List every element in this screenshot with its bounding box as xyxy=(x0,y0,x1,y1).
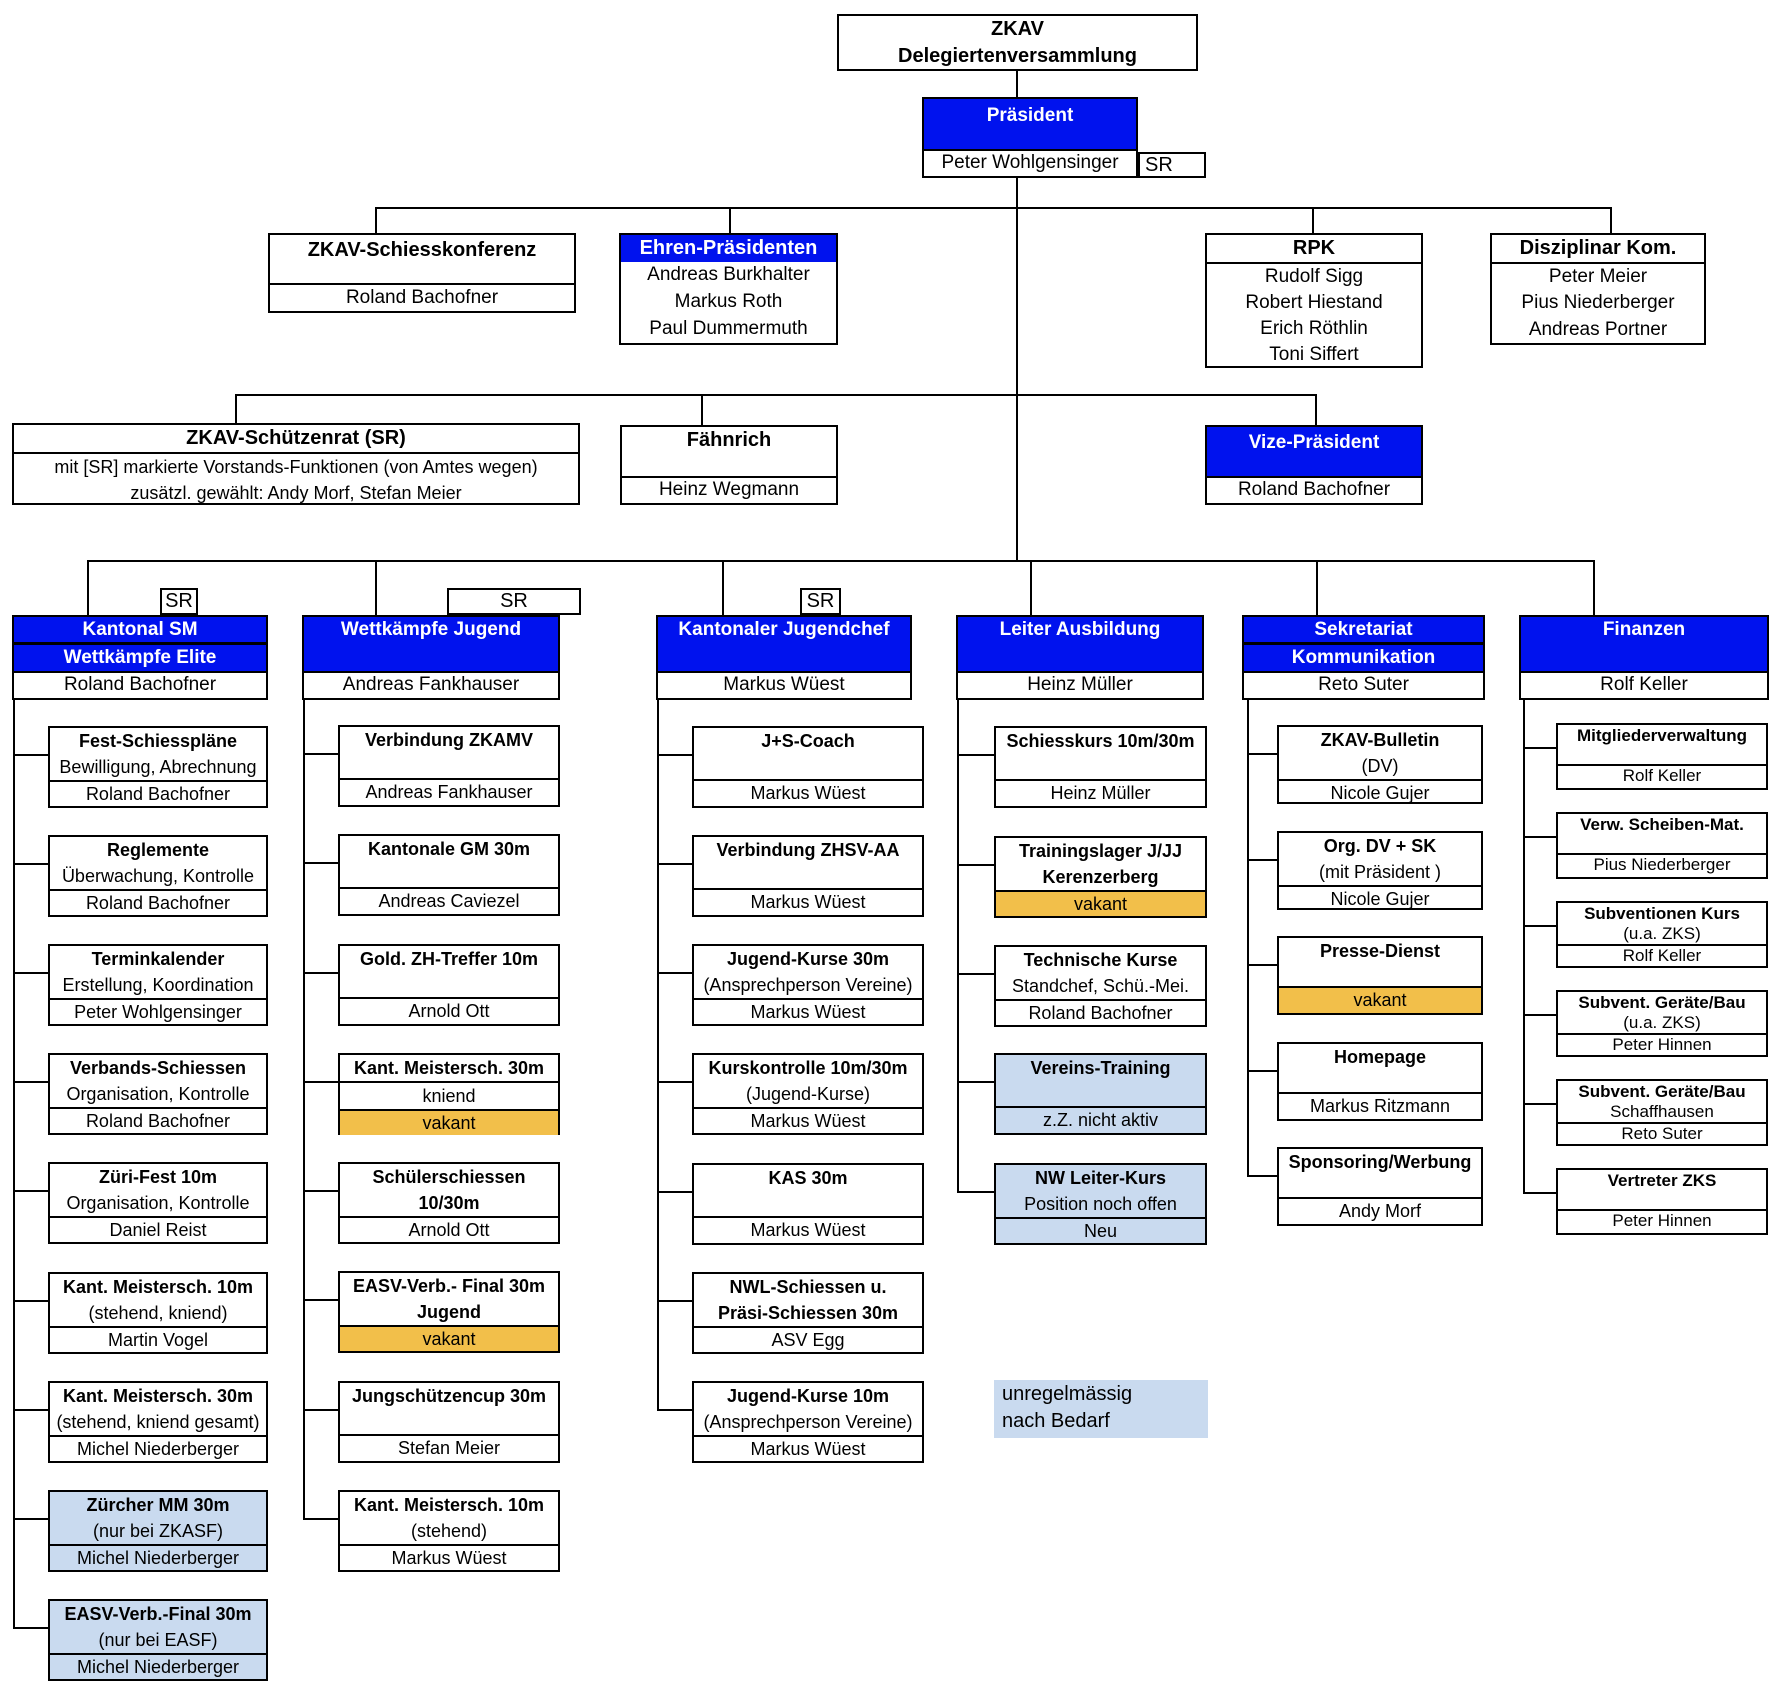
ehren-member: Markus Roth xyxy=(674,291,783,312)
org-box xyxy=(994,836,1207,918)
box-title: Subvent. Geräte/Bau xyxy=(1578,993,1746,1012)
box-title: Jugend-Kurse 30m xyxy=(726,949,890,969)
box-subtitle: (stehend) xyxy=(410,1521,488,1541)
rpk-member: Erich Röthlin xyxy=(1260,318,1368,339)
spacer xyxy=(1279,1070,1481,1092)
connector-line xyxy=(303,1299,338,1301)
box-title-2: Kerenzerberg xyxy=(1042,867,1159,887)
box-leader: Neu xyxy=(996,1217,1205,1243)
spacer xyxy=(694,754,922,779)
column-header-blue xyxy=(658,617,910,671)
connector-line xyxy=(303,862,338,864)
disziplinar-member: Peter Meier xyxy=(1548,266,1648,287)
spacer xyxy=(340,1409,558,1434)
connector-line xyxy=(303,1190,338,1192)
org-box xyxy=(48,1272,268,1354)
box-leader: Markus Wüest xyxy=(694,1216,922,1243)
box-title: Reglemente xyxy=(106,840,210,860)
box-subtitle: (mit Präsident ) xyxy=(1318,862,1442,882)
org-box xyxy=(338,1490,560,1572)
box-subtitle: Organisation, Kontrolle xyxy=(66,1193,250,1213)
connector-line xyxy=(1247,753,1277,755)
column-header xyxy=(12,615,268,700)
box-title: Homepage xyxy=(1333,1047,1427,1067)
connector-line xyxy=(303,1409,338,1411)
box-title: Kant. Meistersch. 10m xyxy=(353,1495,545,1515)
note-line-2: nach Bedarf xyxy=(1002,1410,1110,1432)
org-box xyxy=(338,834,560,916)
connector-line xyxy=(1523,925,1556,927)
column-title: Kantonaler Jugendchef xyxy=(678,619,890,640)
connector-line xyxy=(1247,700,1249,1177)
connector-line xyxy=(13,972,48,974)
praesident-title-area xyxy=(924,99,1136,149)
box-title: Vertreter ZKS xyxy=(1607,1171,1717,1190)
praesident-name: Peter Wohlgensinger xyxy=(924,149,1136,176)
org-box xyxy=(338,725,560,807)
box-leader: Rolf Keller xyxy=(1558,764,1766,788)
box-leader: Andreas Caviezel xyxy=(340,887,558,914)
org-box xyxy=(692,835,924,917)
connector-line xyxy=(1247,964,1277,966)
connector-line xyxy=(1247,1175,1277,1177)
box-leader: vakant xyxy=(340,1109,558,1135)
box-leader: Daniel Reist xyxy=(50,1216,266,1242)
column-header xyxy=(1242,615,1485,700)
box-subtitle: (Jugend-Kurse) xyxy=(745,1084,871,1104)
connector-line xyxy=(13,1081,48,1083)
vize-title-area xyxy=(1207,427,1421,476)
spacer xyxy=(622,454,836,476)
box-leader: vakant xyxy=(1279,986,1481,1013)
box-title: Züri-Fest 10m xyxy=(98,1167,218,1187)
rpk-member: Rudolf Sigg xyxy=(1264,266,1364,287)
box-leader: Andy Morf xyxy=(1279,1197,1481,1224)
connector-line xyxy=(87,562,89,615)
sr-badge: SR xyxy=(160,588,198,615)
connector-line xyxy=(657,1300,692,1302)
box-leader: Andreas Fankhauser xyxy=(340,778,558,805)
box-leader: Rolf Keller xyxy=(1558,944,1766,966)
box-title: Kant. Meistersch. 30m xyxy=(340,1055,558,1083)
column-header-blue xyxy=(958,617,1202,671)
connector-line xyxy=(1315,396,1317,425)
connector-line xyxy=(657,1409,692,1411)
connector-line xyxy=(1523,1103,1556,1105)
connector-line xyxy=(303,1081,338,1083)
connector-line xyxy=(722,562,724,615)
connector-line xyxy=(1523,1014,1556,1016)
column-header-blue xyxy=(304,617,558,671)
box-subtitle: (nur bei EASF) xyxy=(98,1630,218,1650)
box-subtitle: Schaffhausen xyxy=(1610,1102,1714,1121)
column-header-blue xyxy=(1521,617,1767,671)
org-box xyxy=(1556,1168,1768,1235)
box-title: Zürcher MM 30m xyxy=(86,1495,230,1515)
column-title: Leiter Ausbildung xyxy=(999,619,1161,640)
connector-line xyxy=(701,396,703,425)
box-leader: Markus Wüest xyxy=(694,1435,922,1461)
box-title: KAS 30m xyxy=(768,1168,848,1188)
box-leader: Markus Wüest xyxy=(694,779,922,806)
box-title-2: Jugend xyxy=(416,1302,481,1322)
vize-title: Vize-Präsident xyxy=(1248,432,1380,453)
org-box xyxy=(1277,936,1483,1015)
disziplinar-box xyxy=(1490,233,1706,345)
box-leader: z.Z. nicht aktiv xyxy=(996,1106,1205,1133)
box-title: Trainingslager J/JJ xyxy=(1018,841,1183,861)
org-box xyxy=(48,944,268,1026)
box-title: EASV-Verb.- Final 30m xyxy=(352,1276,546,1296)
connector-line xyxy=(657,754,692,756)
connector-line xyxy=(13,1518,48,1520)
column-leader: Roland Bachofner xyxy=(14,671,266,698)
connector-line xyxy=(1016,178,1018,562)
column-title: Finanzen xyxy=(1602,619,1686,640)
spacer xyxy=(340,753,558,778)
ehren-praesidenten-title: Ehren-Präsidenten xyxy=(621,235,836,262)
box-subtitle: (u.a. ZKS) xyxy=(1623,1013,1701,1032)
box-title: Terminkalender xyxy=(91,949,225,969)
praesident-sr-badge: SR xyxy=(1138,152,1206,178)
box-title: Gold. ZH-Treffer 10m xyxy=(359,949,539,969)
box-title-2: 10/30m xyxy=(418,1193,480,1213)
disziplinar-title: Disziplinar Kom. xyxy=(1492,235,1704,264)
org-box xyxy=(48,1599,268,1681)
box-leader: Markus Ritzmann xyxy=(1279,1092,1481,1119)
box-leader: Roland Bachofner xyxy=(50,1107,266,1133)
faehnrich-name: Heinz Wegmann xyxy=(622,476,836,503)
sr-badge: SR xyxy=(800,588,841,615)
box-leader: Markus Wüest xyxy=(694,888,922,915)
connector-line xyxy=(303,700,305,1520)
column-title: Wettkämpfe Jugend xyxy=(340,619,522,640)
connector-line xyxy=(1247,859,1277,861)
column-leader: Andreas Fankhauser xyxy=(304,671,558,698)
disziplinar-member: Pius Niederberger xyxy=(1521,292,1675,314)
org-box xyxy=(692,1272,924,1354)
box-title: Presse-Dienst xyxy=(1319,941,1441,961)
org-box xyxy=(338,1053,560,1135)
org-box xyxy=(48,1162,268,1244)
spacer xyxy=(1558,746,1766,764)
box-leader: Roland Bachofner xyxy=(996,999,1205,1025)
org-box xyxy=(1277,831,1483,910)
column-leader: Rolf Keller xyxy=(1521,671,1767,698)
org-box xyxy=(1556,901,1768,968)
box-subtitle: (nur bei ZKASF) xyxy=(92,1521,224,1541)
rpk-member: Robert Hiestand xyxy=(1245,292,1383,313)
vize-name: Roland Bachofner xyxy=(1207,476,1421,503)
connector-line xyxy=(1316,562,1318,615)
org-box xyxy=(338,944,560,1026)
note-line-1: unregelmässig xyxy=(1002,1383,1133,1405)
box-leader: Pius Niederberger xyxy=(1558,853,1766,877)
box-title: Technische Kurse xyxy=(1023,950,1178,970)
org-box xyxy=(48,726,268,808)
org-box xyxy=(338,1381,560,1463)
org-box xyxy=(1277,1147,1483,1226)
box-title: Schiesskurs 10m/30m xyxy=(1006,731,1195,751)
box-leader: Arnold Ott xyxy=(340,997,558,1024)
box-leader: Peter Hinnen xyxy=(1558,1033,1766,1055)
irregular-note xyxy=(994,1380,1208,1438)
connector-line xyxy=(235,394,1317,396)
connector-line xyxy=(1523,747,1556,749)
faehnrich-box xyxy=(620,425,838,505)
ehren-member: Paul Dummermuth xyxy=(649,318,808,339)
box-title: Subventionen Kurs xyxy=(1584,904,1740,923)
column-title: Kantonal SM xyxy=(82,619,198,640)
org-box xyxy=(692,726,924,808)
box-title: Kant. Meistersch. 10m xyxy=(62,1277,254,1297)
box-title: Verbindung ZKAMV xyxy=(365,730,533,750)
box-title: Schülerschiessen xyxy=(372,1167,526,1187)
disziplinar-member: Andreas Portner xyxy=(1528,318,1668,340)
box-subtitle: Erstellung, Koordination xyxy=(62,975,254,995)
box-title: Vereins-Training xyxy=(1030,1058,1171,1078)
root-title-line2: Delegiertenversammlung xyxy=(898,44,1137,67)
org-box xyxy=(338,1271,560,1353)
box-title: Jungschützencup 30m xyxy=(351,1386,547,1406)
box-leader: Heinz Müller xyxy=(996,779,1205,806)
connector-line xyxy=(1523,1192,1556,1194)
connector-line xyxy=(13,1409,48,1411)
box-leader: Roland Bachofner xyxy=(50,780,266,806)
schiesskonferenz-title: ZKAV-Schiesskonferenz xyxy=(270,235,574,285)
org-box xyxy=(338,1162,560,1244)
connector-line xyxy=(957,754,994,756)
box-leader: Arnold Ott xyxy=(340,1216,558,1242)
box-subtitle: kniend xyxy=(422,1086,476,1106)
box-leader: Michel Niederberger xyxy=(50,1544,266,1570)
connector-line xyxy=(957,700,959,1193)
spacer xyxy=(694,863,922,888)
column-title-2: Wettkämpfe Elite xyxy=(63,647,217,668)
box-title: J+S-Coach xyxy=(761,731,855,751)
box-title: NWL-Schiessen u. xyxy=(729,1277,887,1297)
vize-praesident-box xyxy=(1205,425,1423,505)
org-box xyxy=(692,944,924,1026)
org-box xyxy=(1556,990,1768,1057)
box-title: ZKAV-Bulletin xyxy=(1320,730,1440,750)
column-header-blue xyxy=(14,617,266,671)
box-leader: Roland Bachofner xyxy=(50,889,266,915)
org-box xyxy=(994,1163,1207,1245)
box-leader: Nicole Gujer xyxy=(1279,885,1481,911)
sr-badge: SR xyxy=(447,588,581,615)
column-leader: Reto Suter xyxy=(1244,671,1483,698)
box-leader: Martin Vogel xyxy=(50,1326,266,1352)
box-subtitle: Standchef, Schü.-Mei. xyxy=(1011,976,1190,996)
connector-line xyxy=(303,972,338,974)
column-header xyxy=(302,615,560,700)
connector-line xyxy=(957,864,994,866)
box-subtitle: Überwachung, Kontrolle xyxy=(61,866,255,886)
connector-line xyxy=(657,1191,692,1193)
connector-line xyxy=(375,562,377,615)
schiesskonferenz-box xyxy=(268,233,576,313)
connector-line xyxy=(235,396,237,423)
column-leader: Markus Wüest xyxy=(658,671,910,698)
rpk-member: Toni Siffert xyxy=(1269,344,1359,365)
org-box xyxy=(692,1053,924,1135)
org-box xyxy=(692,1163,924,1245)
box-leader: Reto Suter xyxy=(1558,1122,1766,1144)
box-leader: Michel Niederberger xyxy=(50,1653,266,1679)
schuetzenrat-title: ZKAV-Schützenrat (SR) xyxy=(14,425,578,454)
connector-line xyxy=(13,754,48,756)
column-title: Sekretariat xyxy=(1314,619,1413,640)
org-box xyxy=(48,1053,268,1135)
schuetzenrat-line1: mit [SR] markierte Vorstands-Funktionen (von Amtes wegen) xyxy=(54,457,538,477)
connector-line xyxy=(1523,700,1525,1194)
box-subtitle: (Ansprechperson Vereine) xyxy=(703,975,913,995)
connector-line xyxy=(303,753,338,755)
connector-line xyxy=(657,1081,692,1083)
column-header xyxy=(956,615,1204,700)
connector-line xyxy=(1016,71,1018,97)
org-box xyxy=(1556,1079,1768,1146)
connector-line xyxy=(657,863,692,865)
box-title: Kant. Meistersch. 30m xyxy=(62,1386,254,1406)
box-leader: Nicole Gujer xyxy=(1279,779,1481,805)
box-title: Org. DV + SK xyxy=(1323,836,1437,856)
box-subtitle: Position noch offen xyxy=(1024,1194,1177,1214)
org-box xyxy=(994,945,1207,1027)
org-box xyxy=(48,835,268,917)
schuetzenrat-box xyxy=(12,423,580,505)
column-header xyxy=(656,615,912,700)
connector-line xyxy=(13,700,15,1629)
box-subtitle: (u.a. ZKS) xyxy=(1623,924,1701,943)
connector-line xyxy=(13,863,48,865)
ehren-praesidenten-box xyxy=(619,233,838,345)
connector-line xyxy=(1312,209,1314,233)
box-subtitle: Organisation, Kontrolle xyxy=(66,1084,250,1104)
org-box xyxy=(994,1053,1207,1135)
connector-line xyxy=(729,209,731,233)
spacer xyxy=(1279,964,1481,986)
box-title: Verw. Scheiben-Mat. xyxy=(1580,815,1744,834)
connector-line xyxy=(375,209,377,233)
column-title-2: Kommunikation xyxy=(1291,647,1436,668)
org-box xyxy=(994,726,1207,808)
org-box xyxy=(1277,1042,1483,1121)
schiesskonferenz-name: Roland Bachofner xyxy=(345,287,499,308)
box-title: Subvent. Geräte/Bau xyxy=(1578,1082,1746,1101)
box-subtitle: (DV) xyxy=(1361,756,1399,776)
rpk-title: RPK xyxy=(1207,235,1421,264)
connector-line xyxy=(303,1518,338,1520)
faehnrich-title: Fähnrich xyxy=(686,429,772,451)
spacer xyxy=(694,1191,922,1216)
connector-line xyxy=(1247,1070,1277,1072)
connector-line xyxy=(1523,836,1556,838)
praesident-box xyxy=(922,97,1138,178)
box-title: EASV-Verb.-Final 30m xyxy=(64,1604,252,1624)
connector-line xyxy=(957,1191,994,1193)
connector-line xyxy=(1593,562,1595,615)
connector-line xyxy=(13,1300,48,1302)
schuetzenrat-line2: zusätzl. gewählt: Andy Morf, Stefan Meier xyxy=(130,483,462,503)
box-leader: ASV Egg xyxy=(694,1326,922,1352)
box-title: Verbindung ZHSV-AA xyxy=(716,840,900,860)
connector-line xyxy=(1610,209,1612,233)
box-subtitle: Bewilligung, Abrechnung xyxy=(59,757,257,777)
root-title-line1: ZKAV xyxy=(991,17,1044,40)
spacer xyxy=(996,1081,1205,1106)
box-leader: vakant xyxy=(340,1325,558,1351)
org-box xyxy=(1556,723,1768,790)
box-subtitle: (stehend, kniend gesamt) xyxy=(56,1412,260,1432)
org-box xyxy=(48,1381,268,1463)
box-leader: Peter Wohlgensinger xyxy=(50,998,266,1024)
praesident-title: Präsident xyxy=(986,105,1074,126)
box-title: Verbands-Schiessen xyxy=(69,1058,247,1078)
box-subtitle: (stehend, kniend) xyxy=(88,1303,228,1323)
column-header-blue xyxy=(1244,617,1483,671)
box-leader: Markus Wüest xyxy=(694,1107,922,1133)
box-title: Fest-Schiesspläne xyxy=(78,731,238,751)
connector-line xyxy=(13,1627,48,1629)
box-title: NW Leiter-Kurs xyxy=(1034,1168,1166,1188)
spacer xyxy=(1558,1191,1766,1209)
org-box xyxy=(1556,812,1768,879)
box-title: Mitgliederverwaltung xyxy=(1576,726,1748,745)
spacer xyxy=(996,754,1205,779)
spacer xyxy=(340,862,558,887)
box-leader: Markus Wüest xyxy=(340,1544,558,1570)
connector-line xyxy=(87,560,1595,562)
box-title: Jugend-Kurse 10m xyxy=(726,1386,890,1406)
delegiertenversammlung-box xyxy=(837,14,1198,71)
box-leader: Markus Wüest xyxy=(694,998,922,1024)
connector-line xyxy=(657,972,692,974)
box-title: Kurskontrolle 10m/30m xyxy=(708,1058,908,1078)
box-title: Kantonale GM 30m xyxy=(367,839,531,859)
org-box xyxy=(692,1381,924,1463)
box-leader: Peter Hinnen xyxy=(1558,1209,1766,1233)
connector-line xyxy=(1030,562,1032,615)
column-leader: Heinz Müller xyxy=(958,671,1202,698)
org-box xyxy=(1277,725,1483,804)
column-header xyxy=(1519,615,1769,700)
connector-line xyxy=(657,700,659,1411)
spacer xyxy=(340,972,558,997)
connector-line xyxy=(375,207,1612,209)
box-title: Sponsoring/Werbung xyxy=(1288,1152,1472,1172)
ehren-member: Andreas Burkhalter xyxy=(647,264,810,285)
rpk-box xyxy=(1205,233,1423,368)
spacer xyxy=(1279,1175,1481,1197)
box-leader: Stefan Meier xyxy=(340,1434,558,1461)
box-subtitle: (Ansprechperson Vereine) xyxy=(703,1412,913,1432)
box-leader: Michel Niederberger xyxy=(50,1435,266,1461)
connector-line xyxy=(13,1190,48,1192)
box-title-2: Präsi-Schiessen 30m xyxy=(717,1303,899,1323)
org-box xyxy=(48,1490,268,1572)
connector-line xyxy=(957,1081,994,1083)
connector-line xyxy=(957,973,994,975)
box-leader: vakant xyxy=(996,890,1205,916)
spacer xyxy=(1558,835,1766,853)
